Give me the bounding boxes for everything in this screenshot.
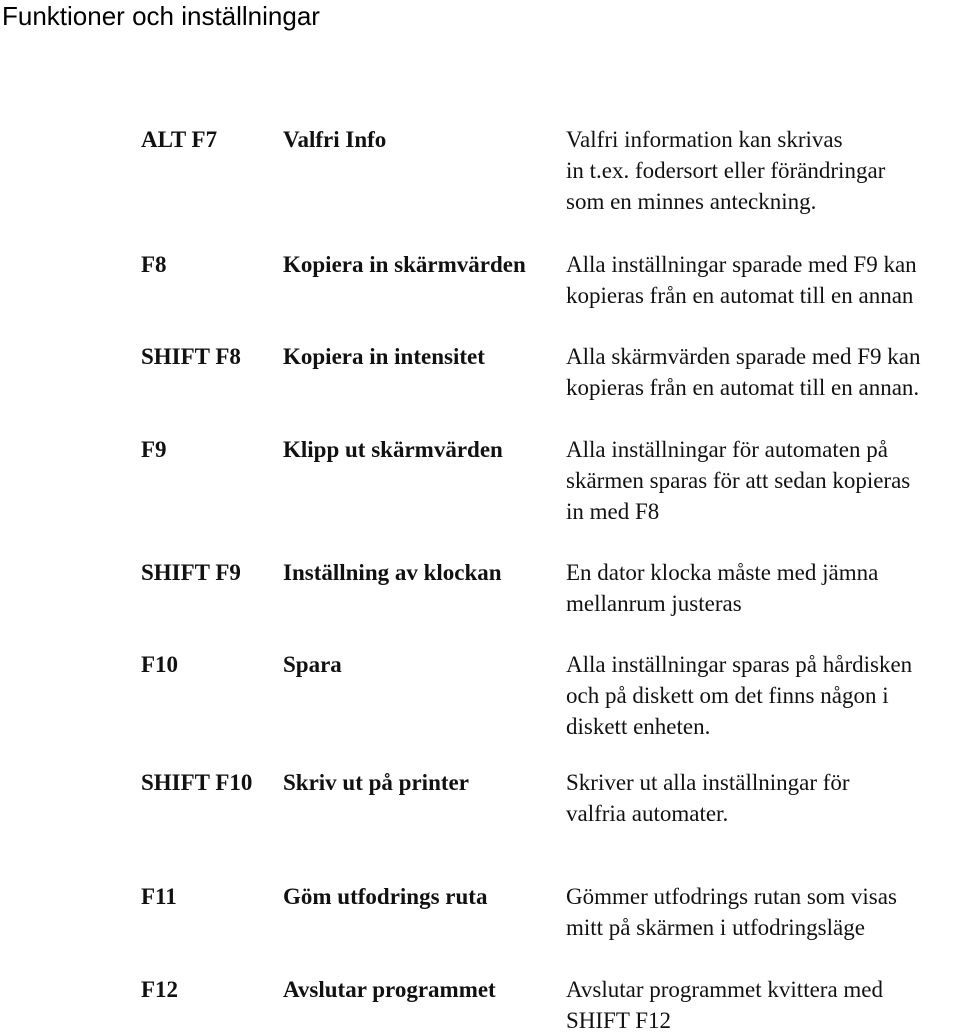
description-line: kopieras från en automat till en annan: [566, 283, 914, 308]
description-line: in med F8: [566, 499, 660, 524]
entry-function: Klipp ut skärmvärden: [283, 437, 503, 462]
description-line: Valfri information kan skrivas: [566, 127, 843, 152]
entry-key: SHIFT F9: [141, 560, 241, 585]
entry-description: [566, 767, 850, 829]
description-line: skärmen sparas för att sedan kopieras: [566, 468, 911, 493]
entry-key: F11: [141, 884, 177, 909]
description-line: Skriver ut alla inställningar för: [566, 770, 850, 795]
description-line: mellanrum justeras: [566, 591, 742, 616]
description-line: diskett enheten.: [566, 714, 711, 739]
entry-key: SHIFT F10: [141, 770, 253, 795]
description-line: Alla inställningar för automaten på: [566, 437, 888, 462]
entry-description: [566, 341, 920, 403]
entry-description: [566, 124, 885, 217]
entry-function: Kopiera in intensitet: [283, 344, 485, 369]
description-line: kopieras från en automat till en annan.: [566, 375, 920, 400]
description-line: SHIFT F12: [566, 1008, 672, 1033]
description-line: valfria automater.: [566, 801, 729, 826]
description-line: Gömmer utfodrings rutan som visas: [566, 884, 897, 909]
description-line: En dator klocka måste med jämna: [566, 560, 879, 585]
description-line: och på diskett om det finns någon i: [566, 683, 889, 708]
entry-key: F9: [141, 437, 167, 462]
entry-description: [566, 249, 917, 311]
entry-function: Skriv ut på printer: [283, 770, 469, 795]
entry-function: Valfri Info: [283, 127, 387, 152]
entry-description: [566, 557, 878, 619]
entry-description: [566, 434, 910, 527]
entry-function: Inställning av klockan: [283, 560, 502, 585]
description-line: Alla inställningar sparade med F9 kan: [566, 252, 917, 277]
description-line: Avslutar programmet kvittera med: [566, 977, 884, 1002]
entry-function: Göm utfodrings ruta: [283, 884, 488, 909]
entry-description: [566, 881, 897, 943]
description-line: Alla skärmvärden sparade med F9 kan: [566, 344, 921, 369]
entry-function: Kopiera in skärmvärden: [283, 252, 526, 277]
entry-key: ALT F7: [141, 127, 218, 152]
entry-description: [566, 649, 912, 742]
description-line: in t.ex. fodersort eller förändringar: [566, 158, 886, 183]
description-line: som en minnes anteckning.: [566, 189, 817, 214]
description-line: Alla inställningar sparas på hårdisken: [566, 652, 913, 677]
page-title: Funktioner och inställningar: [2, 1, 320, 31]
entry-key: F10: [141, 652, 179, 677]
description-line: mitt på skärmen i utfodringsläge: [566, 915, 865, 940]
entry-function: Spara: [283, 652, 342, 677]
entry-function: Avslutar programmet: [283, 977, 496, 1002]
entry-description: [566, 974, 883, 1036]
entry-key: F12: [141, 977, 179, 1002]
entry-key: SHIFT F8: [141, 344, 241, 369]
entry-key: F8: [141, 252, 167, 277]
